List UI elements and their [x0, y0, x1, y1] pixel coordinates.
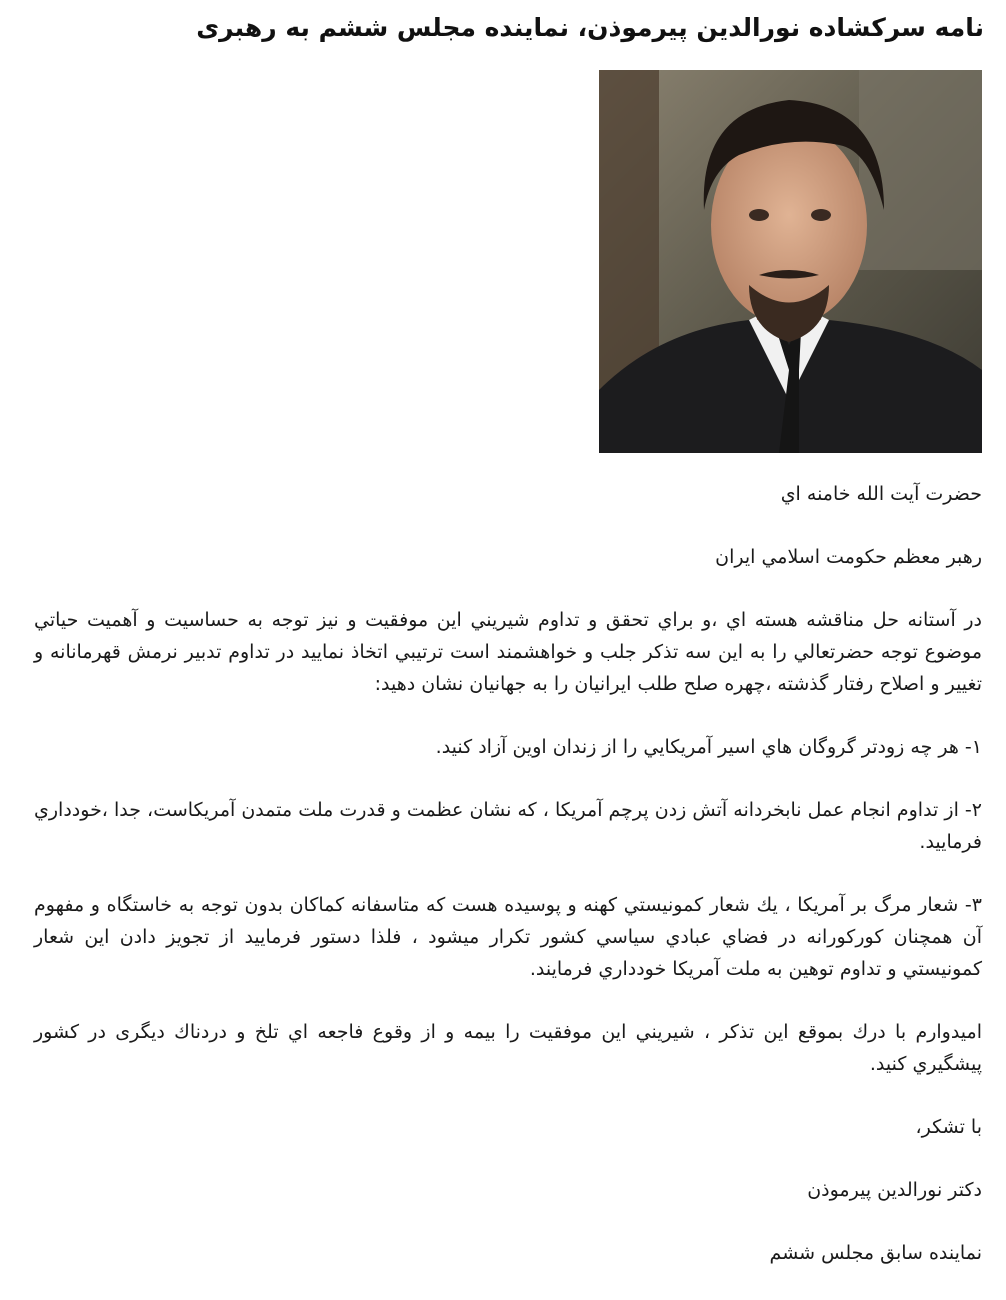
point-1: ١- هر چه زودتر گروگان هاي اسير آمريكايي را از زندان اوين آزاد كنيد. — [435, 736, 982, 758]
closing-paragraph: اميدوارم با درك بموقع اين تذكر ، شيريني اين موفقيت را بيمه و از وقوع فاجعه اي تلخ و دردناك ديگرى در كشور پيشگيري كنيد. — [34, 1021, 982, 1075]
intro-paragraph: در آستانه حل مناقشه هسته اي ،و براي تحقق و تداوم شيريني اين موفقيت و نيز توجه به حساسيت و آهميت حياتي موضوع توجه حضرتعالي را به اين سه تذكر جلب و خواهشمند است ترتيبي اتخاذ نماييد در تداوم تدبير نرمش قهرمانانه و تغيير و اصلاح رفتار گذشته ،چهره صلح طلب ايرانيان را به جهانيان نشان دهيد: — [34, 609, 982, 695]
point-3: ٣- شعار مرگ بر آمريكا ، يك شعار كمونيستي كهنه و پوسيده هست كه متاسفانه كماكان بدون توجه به خاستگاه و مفهوم آن همچنان كوركورانه در فضاي عبادي سياسي كشور تكرار ميشود ، فلذا دستور فرماييد از تجويز دادن اين شعار كمونيستي و تداوم توهين به ملت آمريكا خودداري فرمايند. — [34, 894, 982, 980]
signature-title: نماينده سابق مجلس ششم — [769, 1242, 982, 1264]
salutation-line-1: حضرت آيت الله خامنه اي — [780, 483, 982, 505]
signature-name: دكتر نورالدين پيرموذن — [807, 1179, 982, 1201]
point-2: ٢- از تداوم انجام عمل نابخردانه آتش زدن پرچم آمريكا ، كه نشان عظمت و قدرت ملت متمدن آمريكاست، جدا ،خودداري فرماييد. — [34, 799, 982, 853]
letter-body — [34, 478, 982, 1300]
letter-title: نامه سرکشاده نورالدین پیرموذن، نماینده مجلس ششم به رهبری — [196, 13, 984, 42]
thanks-line: با تشكر، — [915, 1116, 982, 1138]
portrait-icon — [599, 70, 982, 453]
salutation-line-2: رهبر معظم حكومت اسلامي ايران — [715, 546, 982, 568]
portrait-photo — [599, 70, 982, 453]
